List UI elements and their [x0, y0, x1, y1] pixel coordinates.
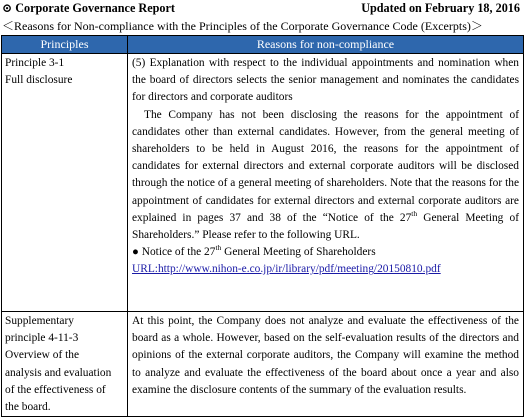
principle-line: of the effectiveness of [5, 383, 106, 396]
principle-cell [2, 54, 128, 312]
table-row [2, 54, 524, 312]
report-title-block [2, 1, 175, 16]
principle-line: Overview of the [5, 349, 80, 362]
principle-cell [2, 312, 128, 417]
bullet-text: General Meeting of Shareholders [221, 246, 376, 259]
url-line [132, 261, 519, 278]
reason-paragraph: At this point, the Company does not analyze and evaluate the effectiveness of the board as a whole. However, based on the self-evaluation results of the directors and opinions of the external corporate auditors, the Company will examine the method to analyze and evaluate the effectiveness of the board about once a year and also examine the disclosure contents of the summary of the evaluation results. [132, 315, 519, 396]
bullet-text: ● Notice of the 27 [132, 246, 216, 259]
noncompliance-table [1, 35, 524, 417]
ordinal-suffix: th [411, 209, 418, 219]
report-header [2, 1, 520, 17]
section-subtitle: ＜Reasons for Non-compliance with the Principles of the Corporate Governance Code (Excerpts)＞ [2, 19, 483, 33]
report-title: Corporate Governance Report [15, 1, 175, 15]
principle-line: principle 4-11-3 [5, 332, 79, 345]
column-header-reasons: Reasons for non-compliance [128, 36, 524, 54]
reason-text: The Company has not been disclosing the reasons for the appointment of candidates other than external candidates. However, from the general meeting of shareholders to be held in August 2016, the reasons for the appointment of candidates for external directors and external corporate auditors will be disclosed through the notice of a general meeting of shareholders. Note that the reasons for the appointment of candidates for external directors and external corporate auditors are explained in pages 37 and 38 of the “Notice of the 27 [132, 108, 519, 224]
reason-paragraph: (5) Explanation with respect to the individual appointments and nomination when the board of directors selects the senior management and nominates the candidates for directors and corporate auditors [132, 57, 519, 104]
principle-line: Principle 3-1 [5, 57, 65, 69]
principle-line: analysis and evaluation [5, 366, 112, 379]
principle-line: the board. [5, 401, 51, 414]
reason-paragraph [132, 107, 519, 245]
ordinal-suffix: th [215, 243, 222, 253]
principle-line: Full disclosure [5, 74, 73, 87]
column-header-principles: Principles [2, 36, 128, 54]
updated-date: Updated on February 18, 2016 [361, 1, 520, 15]
reason-cell [128, 312, 524, 417]
circled-dot-icon: ⊙ [2, 1, 13, 15]
notice-bullet [132, 244, 519, 261]
principle-line: Supplementary [5, 315, 74, 327]
reason-text: General Meeting of Shareholders.” Please refer to the following URL. [132, 211, 519, 242]
table-header-row [2, 36, 524, 54]
reason-cell [128, 54, 524, 312]
table-row [2, 312, 524, 417]
notice-url-link[interactable]: URL:http://www.nihon-e.co.jp/ir/library/pdf/meeting/20150810.pdf [132, 263, 441, 276]
